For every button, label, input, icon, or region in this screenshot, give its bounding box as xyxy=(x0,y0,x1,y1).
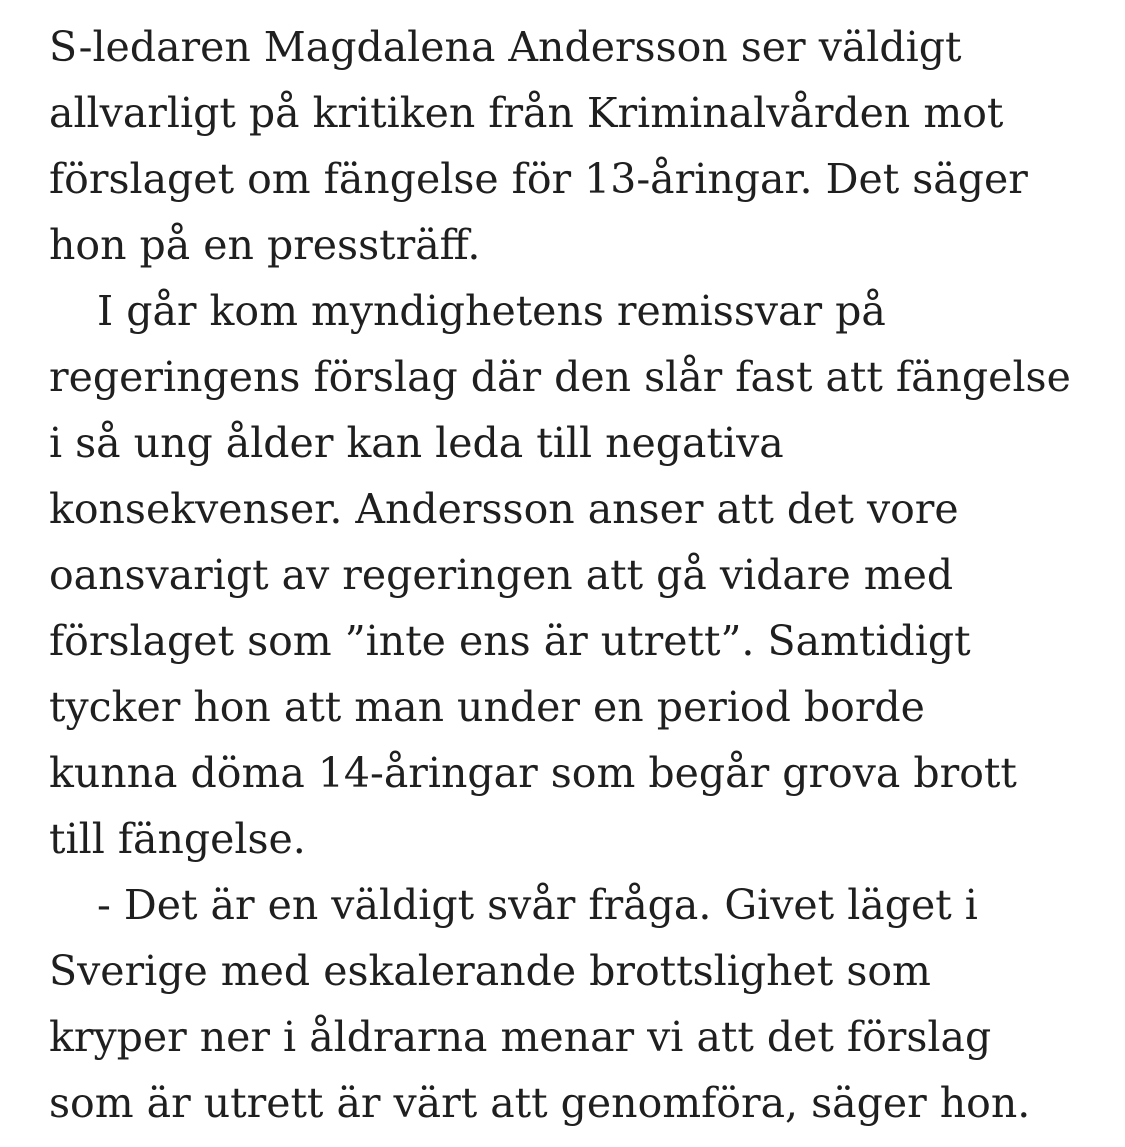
text-line: förslaget som ”inte ens är utrett”. Samtidigt xyxy=(49,617,971,665)
text-line: i så ung ålder kan leda till negativa xyxy=(49,419,784,467)
text-line: tycker hon att man under en period borde xyxy=(49,683,925,731)
text-line: allvarligt på kritiken från Kriminalvården mot xyxy=(49,89,1004,137)
paragraph-2 xyxy=(49,278,1109,872)
text-line: konsekvenser. Andersson anser att det vore xyxy=(49,485,959,533)
text-line: Sverige med eskalerande brottslighet som xyxy=(49,947,931,995)
article-body xyxy=(49,14,1109,1136)
text-line: som är utrett är värt att genomföra, säger hon. xyxy=(49,1079,1031,1127)
text-line: regeringens förslag där den slår fast att fängelse xyxy=(49,353,1071,401)
text-line: oansvarigt av regeringen att gå vidare med xyxy=(49,551,954,599)
paragraph-3 xyxy=(49,872,1109,1136)
text-line: till fängelse. xyxy=(49,815,306,863)
text-line: S-ledaren Magdalena Andersson ser väldigt xyxy=(49,23,962,71)
text-line: förslaget om fängelse för 13-åringar. Det säger xyxy=(49,155,1028,203)
text-line: hon på en pressträff. xyxy=(49,221,481,269)
text-line: kunna döma 14-åringar som begår grova brott xyxy=(49,749,1017,797)
text-line: - Det är en väldigt svår fråga. Givet läget i xyxy=(97,881,978,929)
text-line: I går kom myndighetens remissvar på xyxy=(97,287,886,335)
paragraph-1 xyxy=(49,14,1109,278)
text-line: kryper ner i åldrarna menar vi att det förslag xyxy=(49,1013,992,1061)
